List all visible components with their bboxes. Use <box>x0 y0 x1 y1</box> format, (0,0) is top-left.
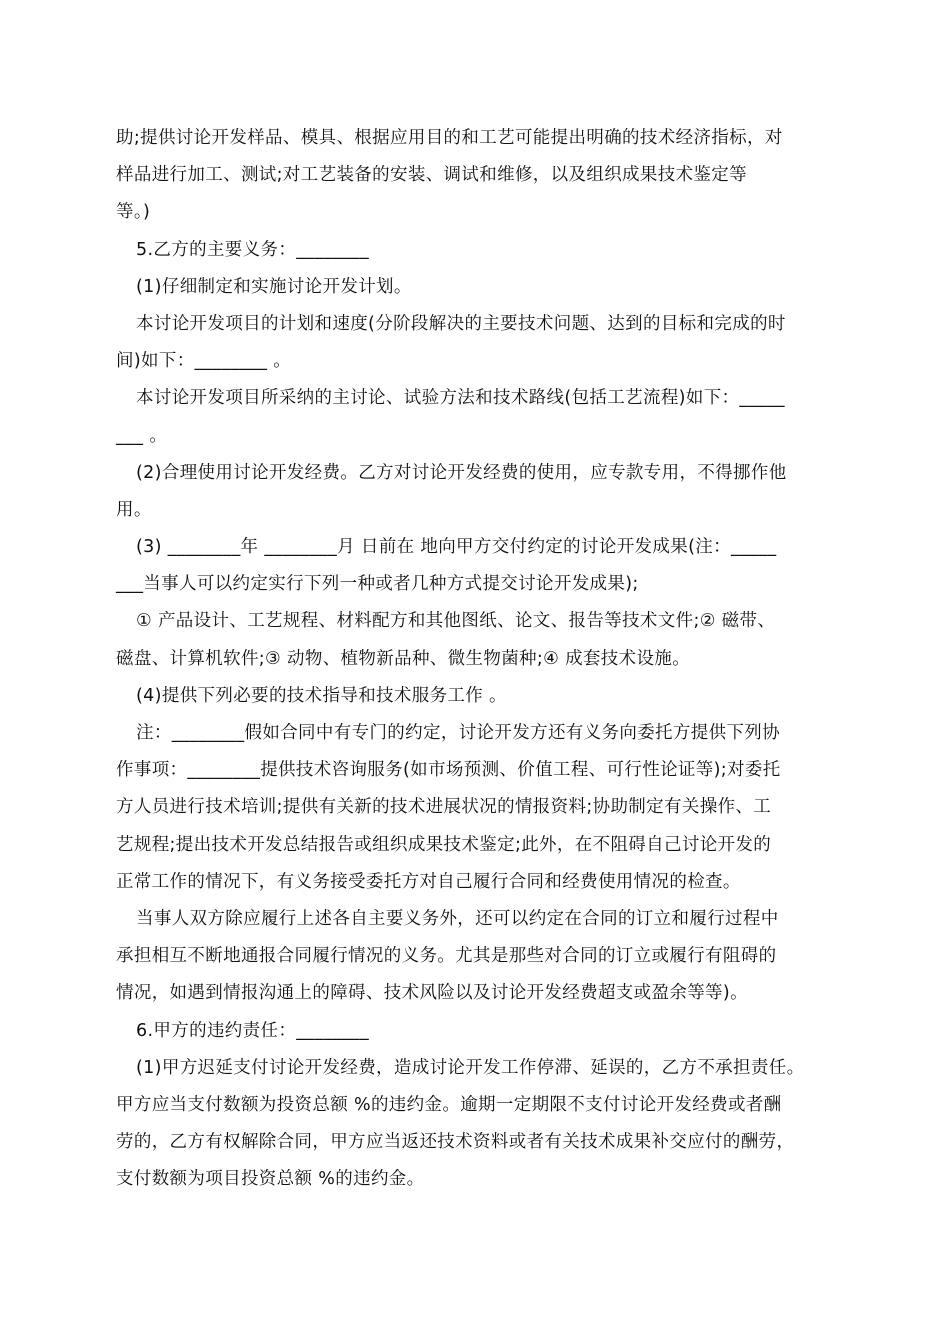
text-line: 方人员进行技术培训;提供有关新的技术进展状况的情报资料;协助制定有关操作、工 <box>116 797 772 818</box>
text-line: 用。 <box>116 499 152 520</box>
text-line: (1)仔细制定和实施讨论开发计划。 <box>136 276 412 297</box>
text-line: (2)合理使用讨论开发经费。乙方对讨论开发经费的使用，应专款专用，不得挪作他 <box>136 462 787 483</box>
text-line: ① 产品设计、工艺规程、材料配方和其他图纸、论文、报告等技术文件;② 磁带、 <box>136 611 776 632</box>
text-line: 本讨论开发项目所采纳的主讨论、试验方法和技术路线(包括工艺流程)如下：_____ <box>136 388 785 409</box>
text-line: (4)提供下列必要的技术指导和技术服务工作 。 <box>136 685 507 706</box>
text-line: 当事人双方除应履行上述各自主要义务外，还可以约定在合同的订立和履行过程中 <box>136 908 779 929</box>
text-line: 样品进行加工、测试;对工艺装备的安装、调试和维修，以及组织成果技术鉴定等 <box>116 165 747 186</box>
text-line: 正常工作的情况下，有义务接受委托方对自己履行合同和经费使用情况的检查。 <box>116 871 741 892</box>
text-line: 支付数额为项目投资总额 %的违约金。 <box>116 1169 425 1190</box>
text-line: 间)如下：________ 。 <box>116 351 292 372</box>
section-heading: 5.乙方的主要义务：________ <box>136 239 369 260</box>
text-line: 甲方应当支付数额为投资总额 %的违约金。逾期一定期限不支付讨论开发经费或者酬 <box>116 1094 782 1115</box>
text-line: 作事项：________提供技术咨询服务(如市场预测、价值工程、可行性论证等);对委托 <box>116 760 781 781</box>
text-line: ___当事人可以约定实行下列一种或者几种方式提交讨论开发成果); <box>116 574 639 595</box>
document-body <box>116 120 838 1198</box>
text-line: 本讨论开发项目的计划和速度(分阶段解决的主要技术问题、达到的目标和完成的时 <box>136 313 786 334</box>
text-line: 艺规程;提出技术开发总结报告或组织成果技术鉴定;此外，在不阻碍自己讨论开发的 <box>116 834 772 855</box>
text-line: 等。) <box>116 202 151 223</box>
text-line: 承担相互不断地通报合同履行情况的义务。尤其是那些对合同的订立或履行有阻碍的 <box>116 946 777 967</box>
text-line: 助;提供讨论开发样品、模具、根据应用目的和工艺可能提出明确的技术经济指标，对 <box>116 128 783 148</box>
text-line: ___ 。 <box>116 425 168 446</box>
text-line: 注：________假如合同中有专门的约定，讨论开发方还有义务向委托方提供下列协 <box>136 723 780 743</box>
text-line: 情况，如遇到情报沟通上的障碍、技术风险以及讨论开发经费超支或盈余等等)。 <box>116 983 748 1004</box>
text-line: (3) ________年 ________月 日前在 地向甲方交付约定的讨论开发成果(注：_____ <box>136 537 777 558</box>
text-line: 磁盘、计算机软件;③ 动物、植物新品种、微生物菌种;④ 成套技术设施。 <box>116 648 691 669</box>
section-heading: 6.甲方的违约责任：________ <box>136 1020 369 1041</box>
text-line: (1)甲方迟延支付讨论开发经费，造成讨论开发工作停滞、延误的，乙方不承担责任。 <box>136 1057 805 1078</box>
text-line: 劳的，乙方有权解除合同，甲方应当返还技术资料或者有关技术成果补交应付的酬劳， <box>116 1132 795 1153</box>
